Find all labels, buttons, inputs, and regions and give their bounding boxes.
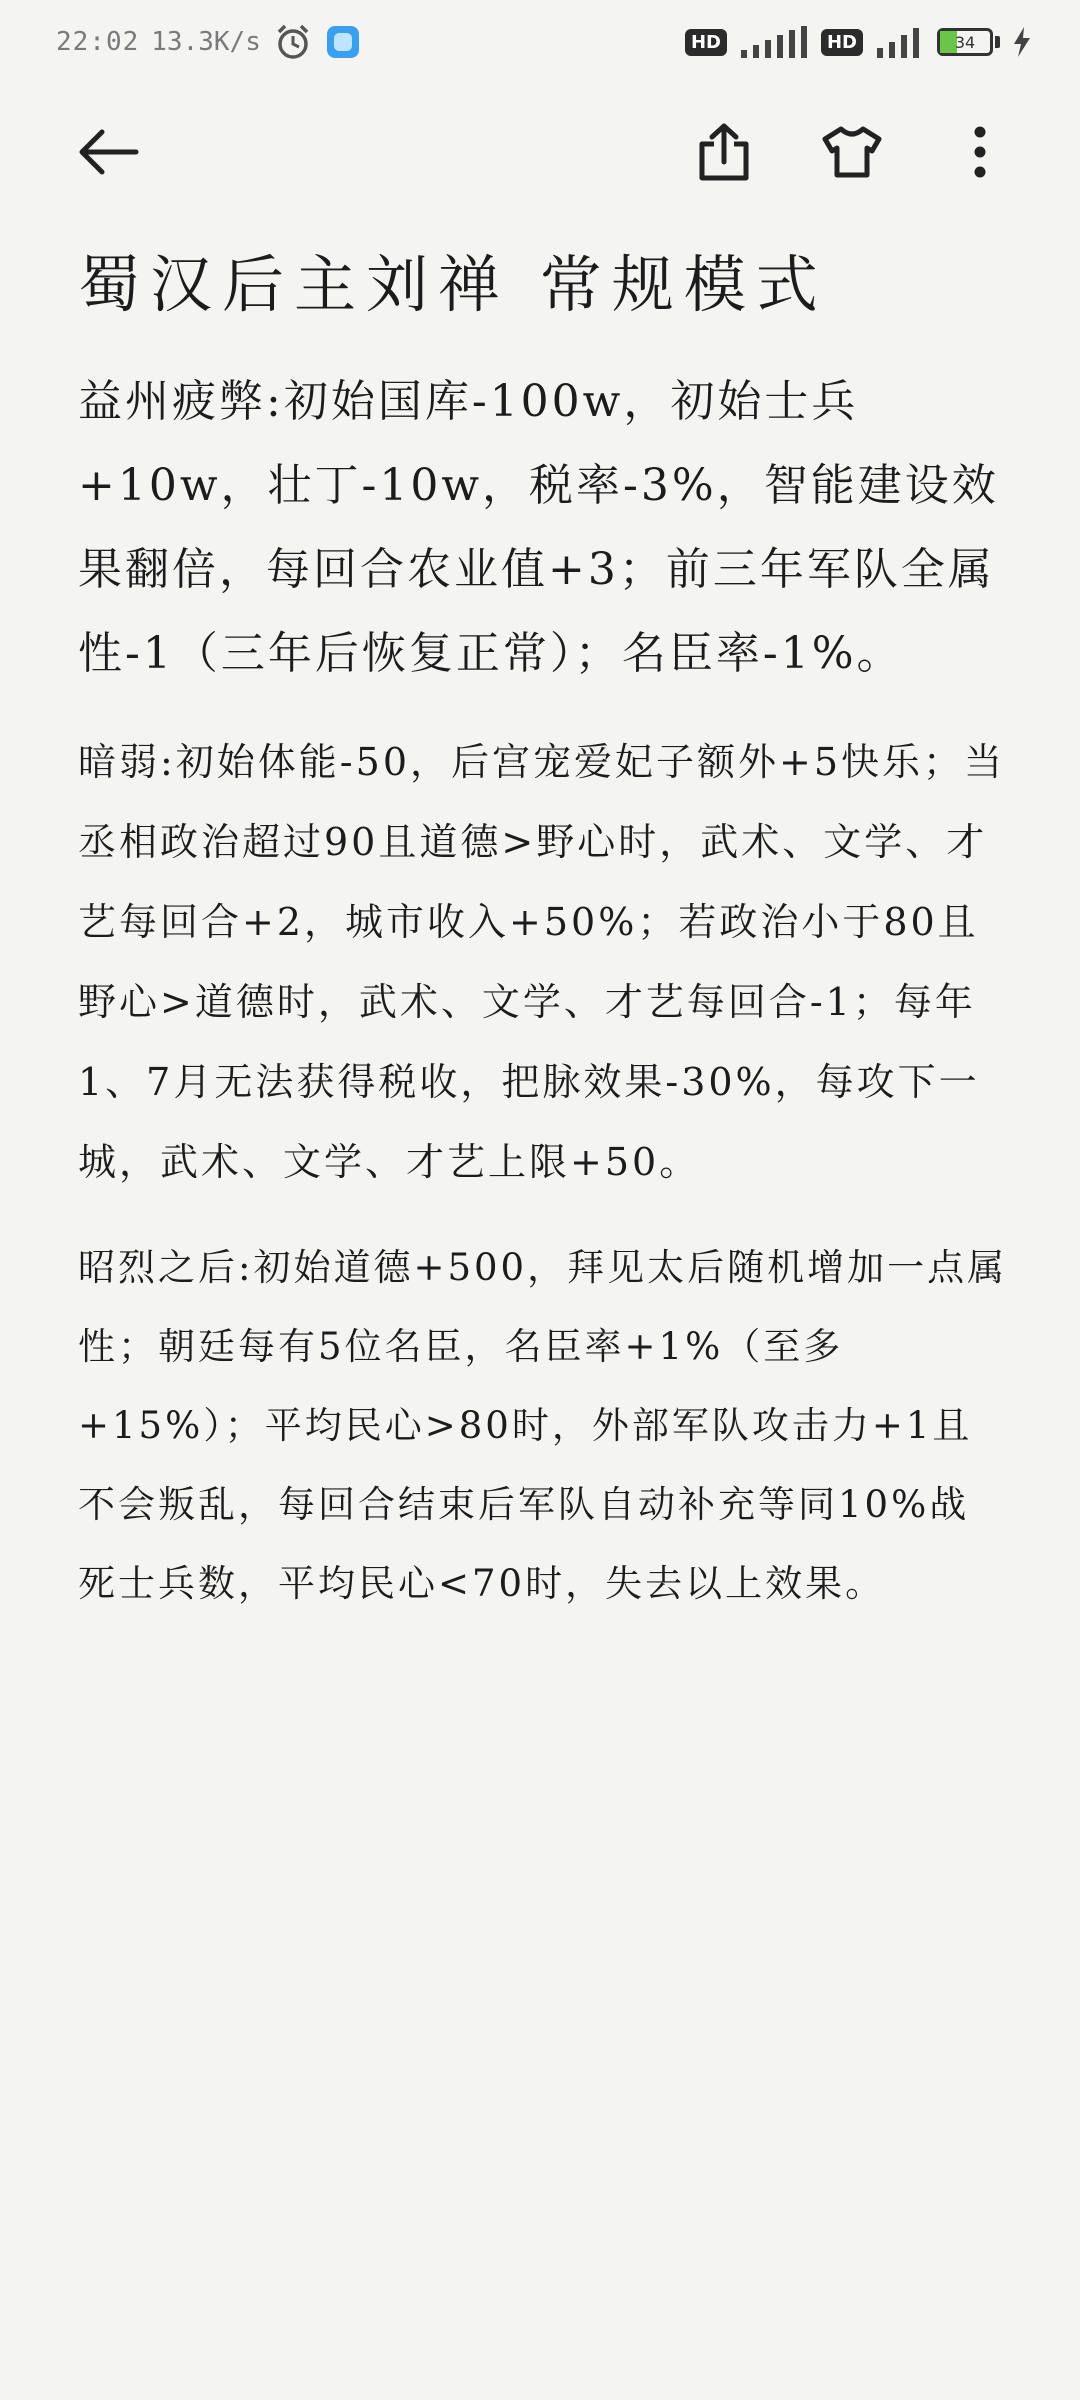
alarm-clock-icon (273, 22, 313, 62)
notification-app-icon (325, 24, 361, 60)
battery-cap (995, 36, 1000, 48)
battery-body (937, 28, 993, 56)
status-right (685, 26, 1032, 58)
note-toolbar (0, 100, 1080, 204)
share-button[interactable] (672, 100, 776, 204)
network-speed: 13.3K/s (151, 27, 261, 57)
note-paragraph-1[interactable]: 益州疲弊:初始国库-100w，初始士兵+10w，壮丁-10w，税率-3%，智能建设效果翻倍，每回合农业值+3；前三年军队全属性-1（三年后恢复正常）；名臣率-1%。 (78, 376, 999, 679)
note-paragraph-2[interactable]: 暗弱:初始体能-50，后宫宠爱妃子额外+5快乐；当丞相政治超过90且道德>野心时，武术、文学、才艺每回合+2，城市收入+50%；若政治小于80且野心>道德时，武术、文学、才艺每回合-1；每年1、7月无法获得税收，把脉效果-30%，每攻下一城，武术、文学、才艺上限+50。 (78, 740, 1006, 1184)
hd-badge-2: HD (821, 29, 863, 56)
hd-badge-1: HD (685, 29, 727, 56)
status-time: 22:02 (56, 27, 140, 57)
status-left (56, 22, 361, 62)
battery-indicator (937, 28, 1000, 56)
note-content[interactable] (78, 230, 1008, 1649)
note-paragraph-3[interactable]: 昭烈之后:初始道德+500，拜见太后随机增加一点属性；朝廷每有5位名臣，名臣率+1%（至多+15%）；平均民心>80时，外部军队攻击力+1且不会叛乱，每回合结束后军队自动补充等同10%战死士兵数，平均民心<70时，失去以上效果。 (78, 1246, 1008, 1605)
more-options-button[interactable] (928, 100, 1032, 204)
back-button[interactable] (56, 100, 160, 204)
status-bar (0, 0, 1080, 84)
more-vertical-icon (972, 124, 988, 180)
battery-level: 34 (954, 32, 976, 52)
arrow-left-icon (76, 127, 140, 177)
shirt-icon (821, 125, 883, 179)
share-icon (696, 122, 752, 182)
note-title[interactable]: 蜀汉后主刘禅 常规模式 (78, 248, 828, 321)
signal-4g-icon-2 (875, 26, 925, 58)
charging-bolt-icon (1012, 27, 1032, 57)
signal-5g-icon-1 (739, 26, 809, 58)
theme-button[interactable] (800, 100, 904, 204)
